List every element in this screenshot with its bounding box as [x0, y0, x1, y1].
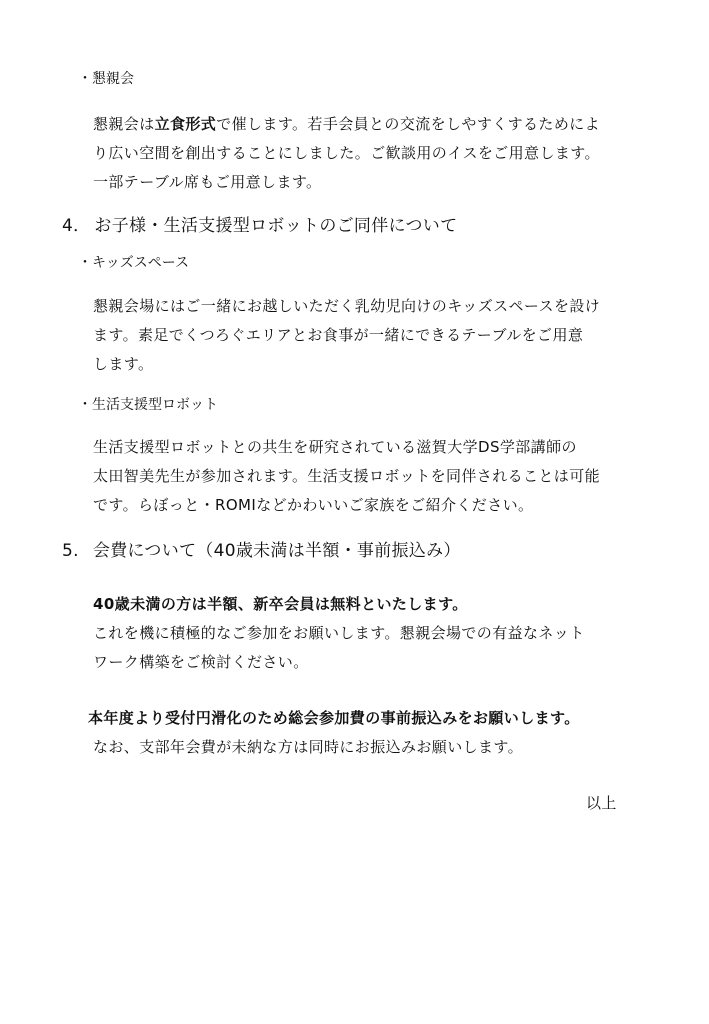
section-5-heading: [62, 536, 461, 561]
fee-line-2: これを機に積極的なご参加をお願いします。懇親会場での有益なネット: [93, 624, 585, 642]
fee-notice-bold: 40歳未満の方は半額、新卒会員は無料といたします。: [93, 595, 468, 613]
konshinkai-line-1-bold: 立食形式: [154, 115, 217, 133]
konshinkai-line-1-post: で催します。若手会員との交流をしやすくするためによ: [216, 115, 601, 133]
kids-line-2: ます。素足でくつろぐエリアとお食事が一緒にできるテーブルをご用意: [93, 326, 584, 344]
robot-line-3: です。らぼっと・ROMIなどかわいいご家族をご紹介ください。: [93, 496, 534, 514]
robot-line-1: 生活支援型ロボットとの共生を研究されている滋賀大学DS学部講師の: [93, 438, 577, 456]
annual-fee-line: なお、支部年会費が未納な方は同時にお振込みお願いします。: [93, 738, 524, 756]
bullet-konshinkai: ・懇親会: [78, 71, 134, 87]
kids-line-1: 懇親会場にはご一緒にお越しいただく乳幼児向けのキッズスペースを設け: [93, 297, 601, 315]
bullet-kids-space: ・キッズスペース: [78, 255, 190, 271]
section-4-heading: [62, 211, 457, 236]
fee-line-3: ワーク構築をご検討ください。: [93, 653, 309, 671]
konshinkai-line-3: 一部テーブル席もご用意します。: [93, 173, 322, 191]
section-4-number: 4．: [62, 216, 91, 236]
kids-line-3: します。: [93, 355, 154, 373]
konshinkai-line-2: り広い空間を創出することにしました。ご歓談用のイスをご用意します。: [93, 144, 600, 162]
konshinkai-line-1-pre: 懇親会は: [93, 115, 155, 133]
prepayment-notice-bold: 本年度より受付円滑化のため総会参加費の事前振込みをお願いします。: [88, 709, 580, 727]
closing-mark: 以上: [586, 794, 617, 812]
section-5-title: 会費について（40歳未満は半額・事前振込み）: [92, 541, 461, 561]
section-4-title: お子様・生活支援型ロボットのご同伴について: [94, 216, 458, 236]
konshinkai-line-1: [93, 113, 600, 134]
section-5-number: 5.: [62, 541, 79, 561]
robot-line-2: 太田智美先生が参加されます。生活支援ロボットを同伴されることは可能: [93, 467, 601, 485]
bullet-robot: ・生活支援型ロボット: [78, 397, 218, 413]
